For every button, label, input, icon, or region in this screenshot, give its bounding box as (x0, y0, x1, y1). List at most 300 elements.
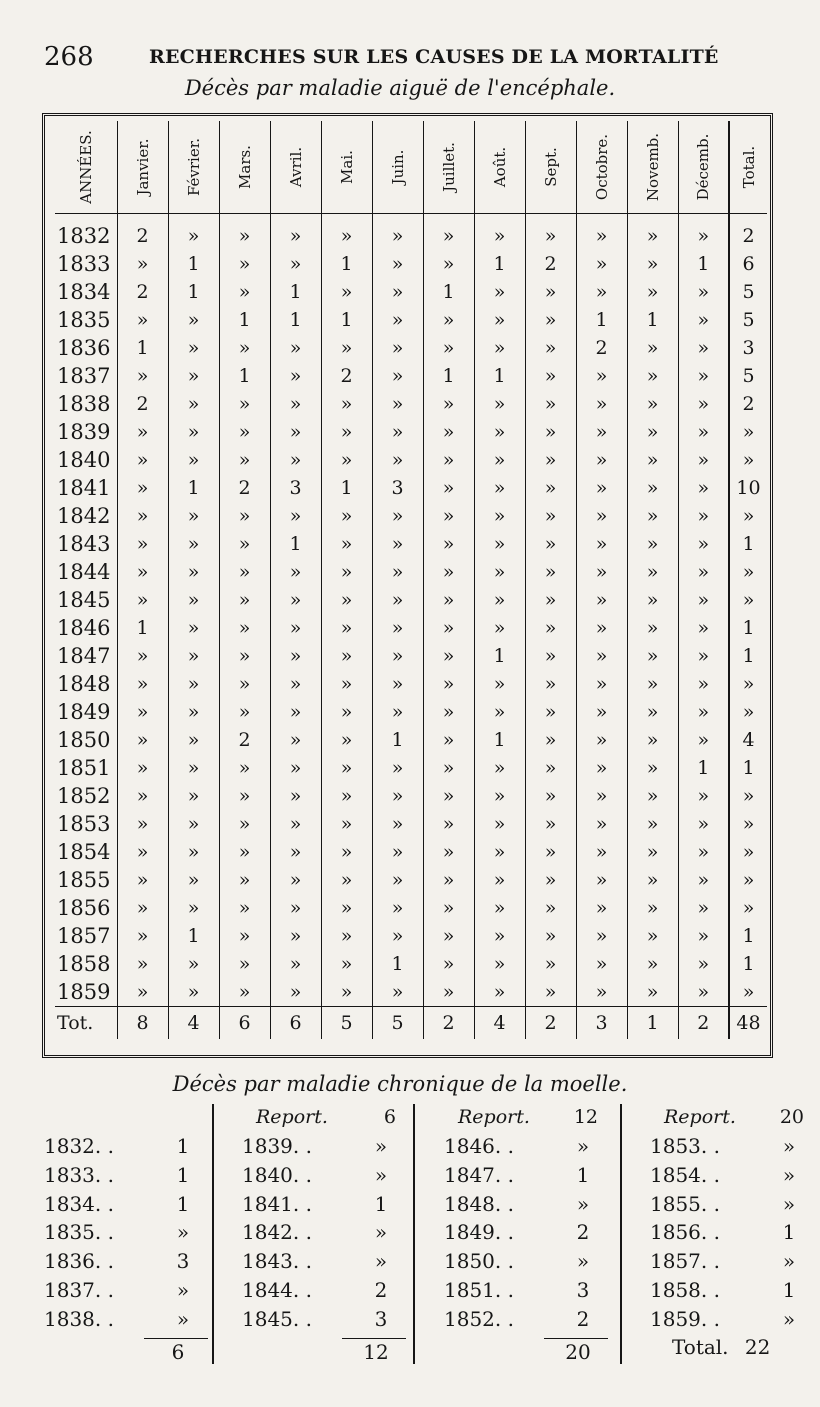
month-cell: » (168, 530, 219, 558)
month-cell: » (423, 810, 474, 838)
month-cell: » (219, 698, 270, 726)
month-cell: » (525, 810, 576, 838)
month-cell: » (168, 698, 219, 726)
month-cell: » (372, 502, 423, 530)
table-row (55, 390, 767, 418)
month-cell: » (627, 334, 678, 362)
sum-rule (144, 1338, 208, 1339)
month-cell: » (117, 418, 168, 446)
month-cell: » (525, 922, 576, 950)
month-cell: » (372, 810, 423, 838)
year-cell: 1848 (57, 672, 111, 696)
year-cell: 1859 (57, 980, 111, 1004)
month-cell: » (321, 558, 372, 586)
month-cell: » (117, 558, 168, 586)
month-cell: » (627, 894, 678, 922)
death-count: 2 (374, 1277, 388, 1302)
month-cell: » (627, 474, 678, 502)
month-cell: 1 (321, 474, 372, 502)
month-cell: » (627, 726, 678, 754)
month-cell: » (678, 446, 729, 474)
month-cell: » (678, 866, 729, 894)
month-cell: » (576, 502, 627, 530)
month-cell: » (474, 782, 525, 810)
month-cell: » (219, 502, 270, 530)
month-cell: » (321, 782, 372, 810)
month-cell: » (219, 810, 270, 838)
month-cell: » (474, 950, 525, 978)
month-cell: » (117, 838, 168, 866)
month-cell: » (576, 838, 627, 866)
month-cell: » (525, 222, 576, 250)
year-label: 1855. . (650, 1191, 720, 1216)
month-cell: » (474, 866, 525, 894)
column-header (219, 121, 270, 214)
month-cell: » (372, 362, 423, 390)
month-cell: » (372, 558, 423, 586)
table-row (55, 698, 767, 726)
year-cell: 1834 (57, 280, 111, 304)
month-cell: » (372, 418, 423, 446)
month-cell: » (219, 250, 270, 278)
year-cell: 1847 (57, 644, 111, 668)
table-row (55, 418, 767, 446)
table-row (55, 530, 767, 558)
month-cell: » (627, 810, 678, 838)
month-cell: » (270, 838, 321, 866)
list-item (44, 1134, 214, 1163)
year-label: 1853. . (650, 1134, 720, 1158)
death-count: » (782, 1162, 796, 1187)
month-cell: » (117, 978, 168, 1007)
total-cell: 5 (729, 362, 767, 390)
month-cell: » (168, 222, 219, 250)
year-label: 1838. . (44, 1306, 114, 1331)
month-cell: » (321, 502, 372, 530)
year-cell: 1839 (57, 420, 111, 444)
column-header (423, 121, 474, 214)
month-cell: » (678, 558, 729, 586)
report-value: 12 (573, 1106, 598, 1128)
month-cell: » (627, 446, 678, 474)
month-cell: » (576, 418, 627, 446)
list-item (650, 1134, 820, 1163)
death-count: » (176, 1277, 190, 1302)
death-count: » (576, 1249, 590, 1274)
year-cell: 1843 (57, 532, 111, 556)
year-label: 1846. . (444, 1134, 514, 1158)
month-cell: » (168, 726, 219, 754)
report-value: 20 (779, 1106, 804, 1128)
column-sum: 20 (565, 1340, 591, 1364)
total-cell: » (729, 502, 767, 530)
month-cell: 1 (219, 306, 270, 334)
year-cell: 1832 (57, 224, 111, 248)
month-cell: » (525, 614, 576, 642)
month-cell: » (168, 502, 219, 530)
month-cell: » (270, 642, 321, 670)
month-cell: » (423, 642, 474, 670)
month-cell: » (525, 530, 576, 558)
month-cell: » (576, 614, 627, 642)
month-cell: » (168, 446, 219, 474)
total-cell: 1 (729, 754, 767, 782)
month-cell: » (372, 446, 423, 474)
death-count: » (176, 1306, 190, 1331)
month-cell: » (525, 334, 576, 362)
month-cell: » (627, 978, 678, 1007)
death-count: 1 (176, 1162, 190, 1187)
month-cell: » (474, 390, 525, 418)
column-header-label: Juillet. (439, 142, 458, 192)
list-item (650, 1192, 820, 1221)
list-item (242, 1192, 412, 1221)
month-cell: » (168, 642, 219, 670)
month-cell: » (627, 558, 678, 586)
month-cell: » (474, 614, 525, 642)
month-cell: » (423, 894, 474, 922)
month-cell: » (168, 894, 219, 922)
month-cell: » (117, 782, 168, 810)
chronic-column (444, 1106, 614, 1364)
month-cell: » (474, 306, 525, 334)
month-cell: » (219, 222, 270, 250)
month-cell: » (372, 894, 423, 922)
month-cell: » (576, 726, 627, 754)
total-cell: 3 (729, 334, 767, 362)
month-cell: » (474, 922, 525, 950)
year-label: 1834. . (44, 1191, 114, 1216)
month-cell: » (474, 334, 525, 362)
totals-cell: 4 (474, 1007, 525, 1040)
totals-cell: 1 (627, 1007, 678, 1040)
table-row (55, 334, 767, 362)
month-cell: 1 (117, 334, 168, 362)
month-cell: » (219, 838, 270, 866)
month-cell: » (117, 250, 168, 278)
month-cell: » (372, 250, 423, 278)
month-cell: » (219, 782, 270, 810)
month-cell: » (117, 502, 168, 530)
month-cell: » (321, 810, 372, 838)
chronic-column (650, 1106, 820, 1336)
year-label: 1850. . (444, 1249, 514, 1274)
table-row (55, 306, 767, 334)
column-header-label: ANNÉES. (76, 130, 95, 204)
month-cell: » (321, 922, 372, 950)
year-cell: 1849 (57, 700, 111, 724)
month-cell: » (270, 866, 321, 894)
month-cell: » (627, 418, 678, 446)
month-cell: » (270, 334, 321, 362)
acute-encephalon-table (55, 121, 767, 1039)
year-label: 1842. . (242, 1220, 312, 1245)
month-cell: » (372, 306, 423, 334)
month-cell: » (423, 502, 474, 530)
month-cell: 1 (168, 922, 219, 950)
month-cell: » (525, 446, 576, 474)
month-cell: » (576, 278, 627, 306)
death-count: 3 (576, 1277, 590, 1302)
column-header-label: Mars. (235, 145, 254, 189)
year-label: 1832. . (44, 1134, 114, 1158)
death-count: » (374, 1220, 388, 1245)
table-row (55, 670, 767, 698)
month-cell: » (474, 278, 525, 306)
total-cell: » (729, 894, 767, 922)
month-cell: » (678, 614, 729, 642)
table-row (55, 474, 767, 502)
total-cell: 4 (729, 726, 767, 754)
list-item (650, 1163, 820, 1192)
column-header-label: Total. (739, 145, 758, 189)
month-cell: » (423, 782, 474, 810)
month-cell: » (678, 950, 729, 978)
month-cell: » (525, 894, 576, 922)
year-label: 1856. . (650, 1220, 720, 1245)
month-cell: » (423, 530, 474, 558)
death-count: 1 (782, 1277, 796, 1302)
list-item (44, 1278, 214, 1307)
table-row (55, 810, 767, 838)
year-cell: 1845 (57, 588, 111, 612)
month-cell: » (270, 614, 321, 642)
month-cell: » (678, 586, 729, 614)
year-label: 1835. . (44, 1220, 114, 1245)
month-cell: » (678, 390, 729, 418)
month-cell: » (474, 698, 525, 726)
column-header (474, 121, 525, 214)
year-label: 1843. . (242, 1249, 312, 1274)
month-cell: » (168, 558, 219, 586)
month-cell: » (168, 362, 219, 390)
column-header (321, 121, 372, 214)
column-header (729, 121, 767, 214)
page-number: 268 (44, 42, 94, 72)
month-cell: » (168, 306, 219, 334)
year-label: 1857. . (650, 1249, 720, 1274)
month-cell: » (168, 950, 219, 978)
year-cell: 1833 (57, 252, 111, 276)
totals-row (55, 1007, 767, 1040)
month-cell: » (219, 950, 270, 978)
list-item (44, 1163, 214, 1192)
total-cell: 2 (729, 222, 767, 250)
year-label: 1844. . (242, 1277, 312, 1302)
month-cell: » (117, 726, 168, 754)
column-header-label: Octobre. (592, 133, 611, 201)
table-row (55, 446, 767, 474)
year-cell: 1836 (57, 336, 111, 360)
year-cell: 1844 (57, 560, 111, 584)
month-cell: » (372, 754, 423, 782)
month-cell: » (219, 558, 270, 586)
year-cell: 1846 (57, 616, 111, 640)
table-row (55, 502, 767, 530)
month-cell: » (270, 390, 321, 418)
column-header (525, 121, 576, 214)
month-cell: » (423, 726, 474, 754)
death-count: 3 (176, 1249, 190, 1274)
month-cell: » (321, 418, 372, 446)
month-cell: » (423, 922, 474, 950)
year-cell: 1852 (57, 784, 111, 808)
month-cell: » (117, 642, 168, 670)
month-cell: » (372, 278, 423, 306)
list-item (242, 1278, 412, 1307)
month-cell: » (117, 950, 168, 978)
year-label: 1845. . (242, 1306, 312, 1331)
month-cell: 1 (321, 250, 372, 278)
list-item (44, 1220, 214, 1249)
column-divider (212, 1104, 214, 1364)
table-row (55, 222, 767, 250)
death-count: 2 (576, 1306, 590, 1331)
month-cell: » (168, 390, 219, 418)
month-cell: » (321, 866, 372, 894)
list-item (444, 1134, 614, 1163)
month-cell: » (321, 670, 372, 698)
month-cell: 3 (372, 474, 423, 502)
month-cell: » (576, 782, 627, 810)
list-item (650, 1278, 820, 1307)
month-cell: » (168, 586, 219, 614)
column-header-label: Juin. (388, 149, 407, 185)
table-row (55, 586, 767, 614)
death-count: » (782, 1306, 796, 1331)
month-cell: » (627, 782, 678, 810)
month-cell: » (270, 810, 321, 838)
death-count: » (782, 1134, 796, 1158)
report-label: Report. (256, 1106, 328, 1128)
month-cell: » (627, 922, 678, 950)
table-row (55, 362, 767, 390)
totals-cell: 2 (525, 1007, 576, 1040)
column-header-label: Avril. (286, 146, 305, 188)
month-cell: » (219, 614, 270, 642)
table-row (55, 754, 767, 782)
month-cell: » (474, 222, 525, 250)
month-cell: » (168, 418, 219, 446)
sum-rule (544, 1338, 608, 1339)
month-cell: » (117, 362, 168, 390)
month-cell: » (576, 222, 627, 250)
column-header-label: Janvier. (133, 138, 152, 196)
month-cell: » (678, 474, 729, 502)
month-cell: » (576, 894, 627, 922)
month-cell: » (321, 950, 372, 978)
list-item (242, 1249, 412, 1278)
month-cell: » (270, 586, 321, 614)
month-cell: » (678, 838, 729, 866)
month-cell: » (576, 558, 627, 586)
total-cell: » (729, 418, 767, 446)
report-line (44, 1106, 214, 1134)
column-header (270, 121, 321, 214)
year-cell: 1851 (57, 756, 111, 780)
month-cell: » (270, 698, 321, 726)
month-cell: » (678, 894, 729, 922)
month-cell: 1 (168, 474, 219, 502)
table-row (55, 950, 767, 978)
total-cell: » (729, 866, 767, 894)
year-label: 1848. . (444, 1191, 514, 1216)
month-cell: » (168, 670, 219, 698)
column-header-label: Novemb. (643, 132, 662, 202)
column-header (627, 121, 678, 214)
month-cell: » (168, 838, 219, 866)
year-cell: 1858 (57, 952, 111, 976)
totals-cell: 5 (372, 1007, 423, 1040)
month-cell: » (678, 726, 729, 754)
month-cell: » (372, 670, 423, 698)
month-cell: » (576, 474, 627, 502)
month-cell: » (117, 698, 168, 726)
year-label: 1849. . (444, 1220, 514, 1245)
month-cell: » (576, 978, 627, 1007)
month-cell: » (678, 362, 729, 390)
month-cell: » (576, 950, 627, 978)
month-cell: 1 (474, 362, 525, 390)
month-cell: » (168, 334, 219, 362)
table-row (55, 250, 767, 278)
month-cell: 2 (117, 222, 168, 250)
month-cell: » (627, 950, 678, 978)
month-cell: » (678, 334, 729, 362)
death-count: 1 (576, 1162, 590, 1187)
month-cell: » (321, 334, 372, 362)
month-cell: 1 (627, 306, 678, 334)
month-cell: 3 (270, 474, 321, 502)
month-cell: » (474, 754, 525, 782)
month-cell: » (372, 390, 423, 418)
month-cell: » (270, 502, 321, 530)
month-cell: » (576, 670, 627, 698)
list-item (444, 1220, 614, 1249)
month-cell: » (270, 222, 321, 250)
month-cell: » (219, 894, 270, 922)
month-cell: » (321, 390, 372, 418)
list-item (444, 1163, 614, 1192)
total-cell: 10 (729, 474, 767, 502)
month-cell: » (117, 530, 168, 558)
death-count: » (176, 1220, 190, 1245)
total-cell: 2 (729, 390, 767, 418)
death-count: » (576, 1134, 590, 1158)
month-cell: » (525, 782, 576, 810)
list-item (650, 1249, 820, 1278)
column-header (55, 121, 117, 214)
month-cell: » (525, 306, 576, 334)
month-cell: » (219, 670, 270, 698)
month-cell: » (474, 810, 525, 838)
month-cell: » (525, 754, 576, 782)
month-cell: » (525, 502, 576, 530)
month-cell: » (423, 558, 474, 586)
table-row (55, 894, 767, 922)
month-cell: » (372, 866, 423, 894)
month-cell: 2 (576, 334, 627, 362)
month-cell: » (525, 726, 576, 754)
month-cell: » (627, 698, 678, 726)
month-cell: 1 (474, 642, 525, 670)
table-row (55, 726, 767, 754)
death-count: 1 (374, 1191, 388, 1216)
month-cell: » (423, 754, 474, 782)
month-cell: » (678, 642, 729, 670)
list-item (44, 1307, 214, 1336)
month-cell: » (576, 390, 627, 418)
